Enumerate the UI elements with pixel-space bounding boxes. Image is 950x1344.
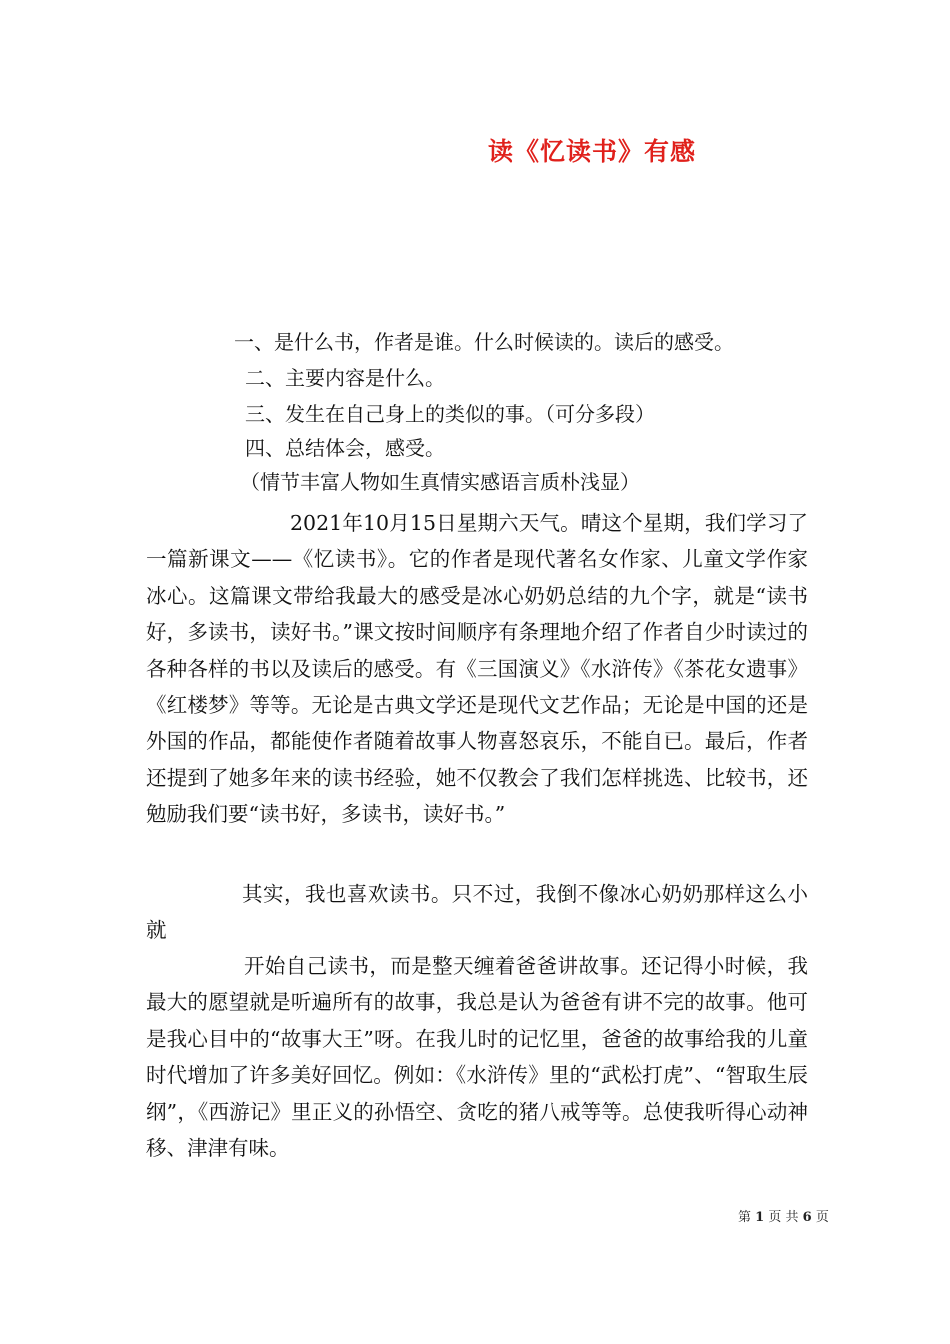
outline-item-3: 三、发生在自己身上的类似的事。（可分多段） [245,402,655,426]
footer-middle: 页 共 [768,1210,799,1225]
footer-prefix: 第 [738,1210,752,1225]
page-footer [738,1206,829,1225]
outline-item-1: 一、是什么书，作者是谁。什么时候读的。读后的感受。 [234,330,734,354]
footer-suffix: 页 [815,1210,829,1225]
footer-total-pages: 6 [802,1210,812,1225]
paragraph-3: 开始自己读书，而是整天缠着爸爸讲故事。还记得小时候，我最大的愿望就是听遍所有的故事，我总是认为爸爸有讲不完的故事。他可是我心目中的“故事大王”呀。在我儿时的记忆里，爸爸的故事给我的儿童时代增加了许多美好回忆。例如：《水浒传》里的“武松打虎”、“智取生辰纲”，《西游记》里正义的孙悟空、贪吃的猪八戒等等。总使我听得心动神移、津津有味。 [146,954,808,1161]
outline-note: （情节丰富人物如生真情实感语言质朴浅显） [240,470,640,494]
footer-current-page: 1 [755,1210,765,1225]
outline-item-4: 四、总结体会，感受。 [245,436,445,460]
paragraph-2: 其实，我也喜欢读书。只不过，我倒不像冰心奶奶那样这么小就 [146,882,808,943]
paragraph-1: 2021年10月15日星期六天气。晴这个星期，我们学习了一篇新课文——《忆读书》。它的作者是现代著名女作家、儿童文学作家冰心。这篇课文带给我最大的感受是冰心奶奶总结的九个字，就是“读书好，多读书，读好书。”课文按时间顺序有条理地介绍了作者自少时读过的各种各样的书以及读后的感受。有《三国演义》《水浒传》《茶花女遗事》《红楼梦》等等。无论是古典文学还是现代文艺作品；无论是中国的还是外国的作品，都能使作者随着故事人物喜怒哀乐，不能自已。最后，作者还提到了她多年来的读书经验，她不仅教会了我们怎样挑选、比较书，还勉励我们要“读书好，多读书，读好书。” [146,511,808,827]
outline-item-2: 二、主要内容是什么。 [245,366,445,390]
document-title: 读《忆读书》有感 [488,137,697,166]
